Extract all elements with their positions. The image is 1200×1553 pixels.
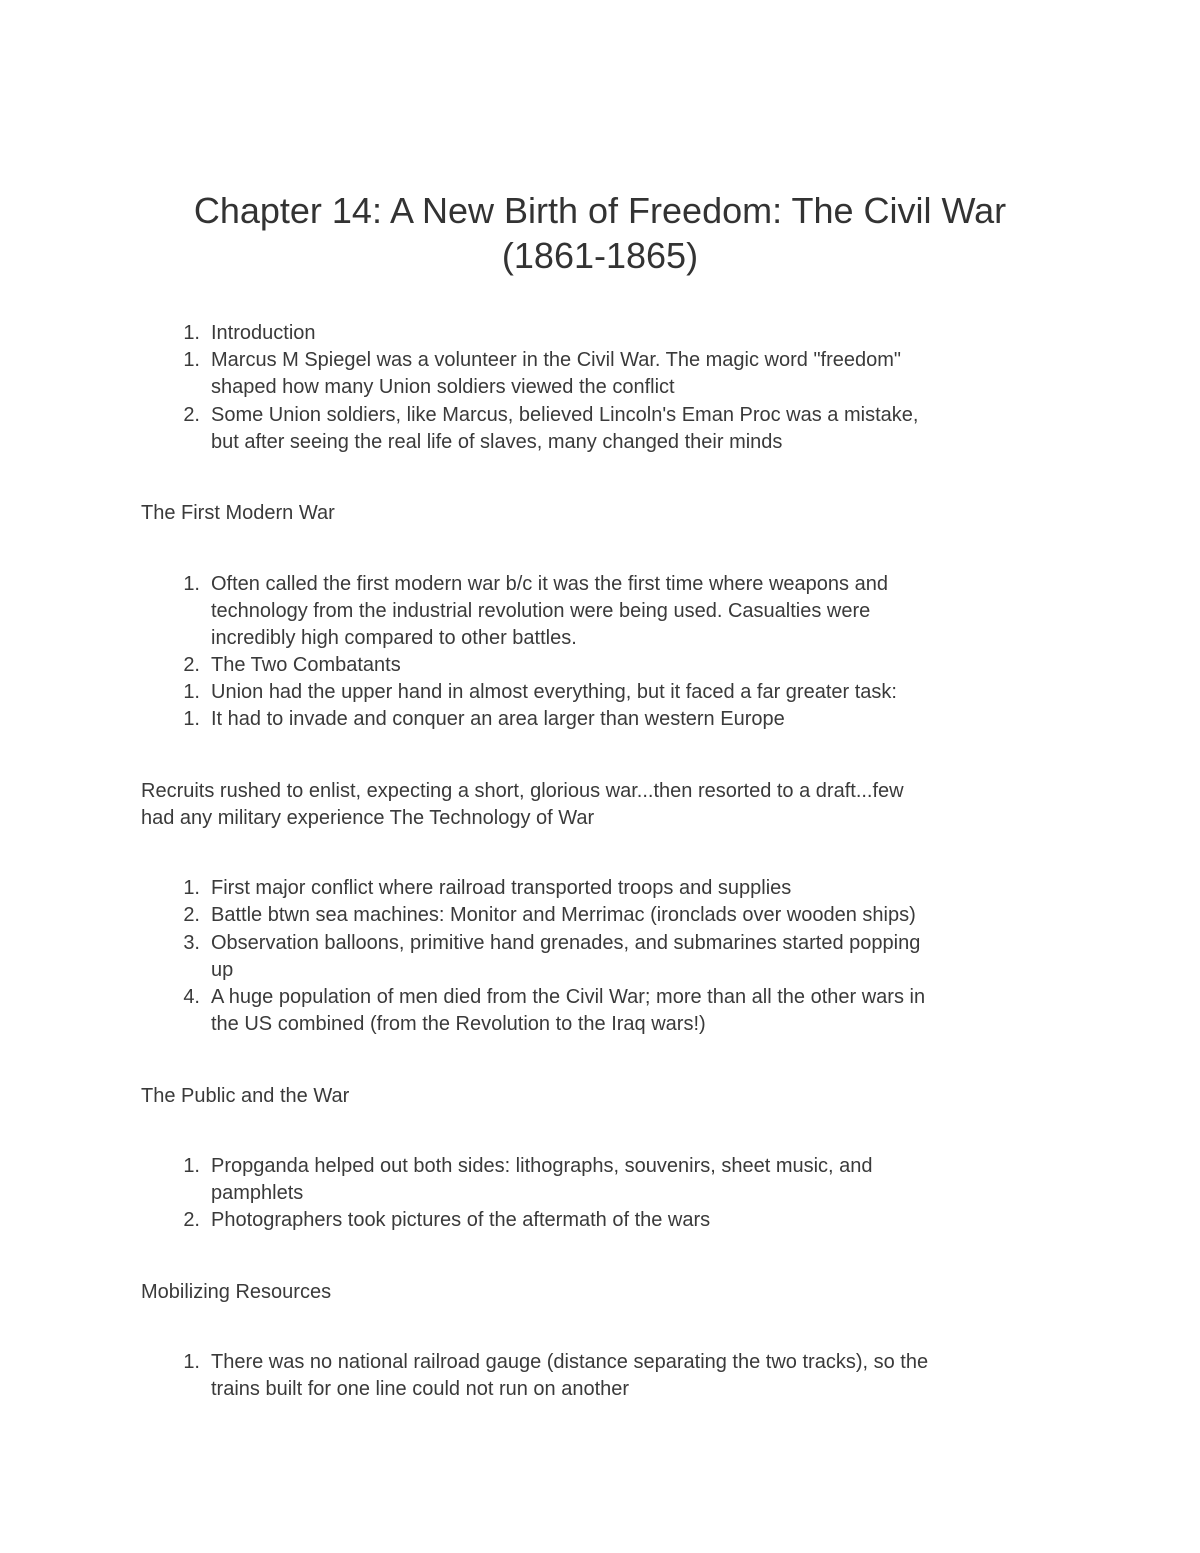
list-text [211,571,1071,652]
list-text [211,1349,1071,1403]
list-line: It had to invade and conquer an area larger than western Europe [211,708,785,730]
list-text [211,1153,1071,1207]
list-number: 1. [183,708,200,730]
list-line: Battle btwn sea machines: Monitor and Merrimac (ironclads over wooden ships) [211,904,916,926]
list-line: trains built for one line could not run on another [211,1378,630,1400]
list-text [211,984,1071,1038]
section-heading: The First Modern War [141,502,335,524]
list-line: the US combined (from the Revolution to the Iraq wars!) [211,1013,706,1035]
list-text [211,902,1071,929]
list-line: incredibly high compared to other battles. [211,627,577,649]
list-line: There was no national railroad gauge (distance separating the two tracks), so the [211,1351,929,1373]
list-line: The Two Combatants [211,654,401,676]
list-text [211,402,1071,456]
list-text [211,706,1071,733]
list-line: Introduction [211,322,316,344]
list-number: 4. [183,986,200,1008]
list-number: 2. [183,1209,200,1231]
section-heading: The Public and the War [141,1085,350,1107]
list-text [211,652,1071,679]
list-line: Observation balloons, primitive hand grenades, and submarines started popping [211,932,921,954]
list-line: A huge population of men died from the Civil War; more than all the other wars in [211,986,926,1008]
title-line: (1861-1865) [501,235,699,276]
list-line: Marcus M Spiegel was a volunteer in the Civil War. The magic word "freedom" [211,349,902,371]
list-line: up [211,959,234,981]
list-number: 1. [183,573,200,595]
list-number: 1. [183,1155,200,1177]
list-line: First major conflict where railroad transported troops and supplies [211,877,792,899]
page-title [100,188,1100,278]
body-paragraph [141,778,1081,832]
list-number: 1. [183,877,200,899]
paragraph-line: Recruits rushed to enlist, expecting a short, glorious war...then resorted to a draft...few [141,780,904,802]
list-text [211,930,1071,984]
list-number: 3. [183,932,200,954]
list-text [211,679,1071,706]
title-line: Chapter 14: A New Birth of Freedom: The Civil War [193,190,1007,231]
paragraph-line: had any military experience The Technology of War [141,807,595,829]
list-number: 1. [183,1351,200,1373]
list-number: 2. [183,904,200,926]
list-line: but after seeing the real life of slaves, many changed their minds [211,431,783,453]
list-line: Photographers took pictures of the aftermath of the wars [211,1209,711,1231]
list-line: Often called the first modern war b/c it was the first time where weapons and [211,573,888,595]
list-line: Propganda helped out both sides: lithographs, souvenirs, sheet music, and [211,1155,873,1177]
list-text [211,875,1071,902]
list-number: 1. [183,681,200,703]
list-number: 1. [183,349,200,371]
list-number: 1. [183,322,200,344]
list-line: technology from the industrial revolution were being used. Casualties were [211,600,871,622]
list-line: pamphlets [211,1182,304,1204]
list-text [211,347,1071,401]
list-text [211,320,1071,347]
list-line: Union had the upper hand in almost everything, but it faced a far greater task: [211,681,897,703]
list-line: Some Union soldiers, like Marcus, believed Lincoln's Eman Proc was a mistake, [211,404,919,426]
list-line: shaped how many Union soldiers viewed the conflict [211,376,675,398]
list-number: 2. [183,654,200,676]
list-number: 2. [183,404,200,426]
list-text [211,1207,1071,1234]
section-heading: Mobilizing Resources [141,1281,332,1303]
